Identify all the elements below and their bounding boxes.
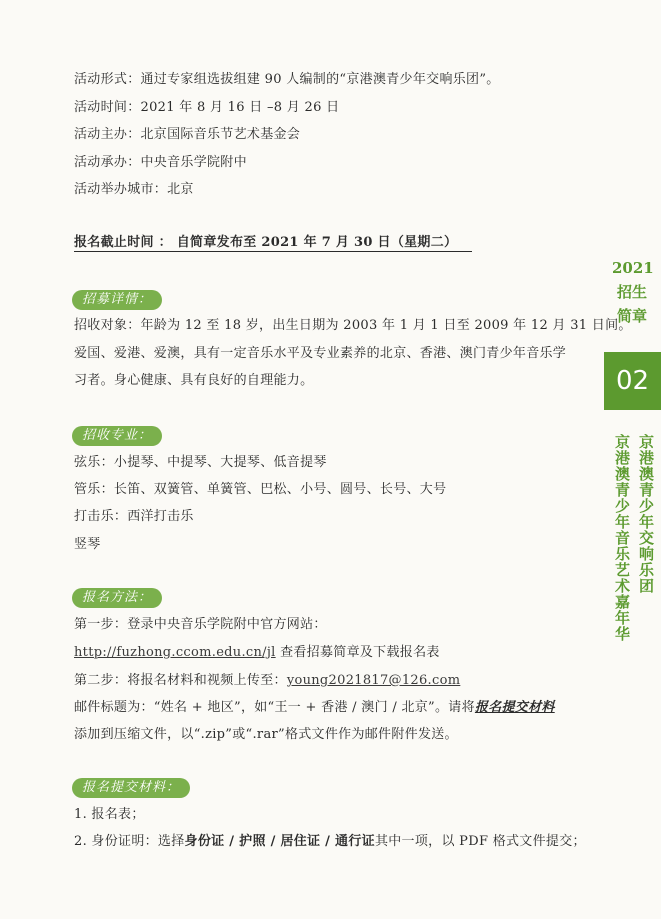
email-link[interactable]: young2021817@126.com	[286, 673, 461, 688]
email-subject-line	[74, 700, 555, 716]
recruit-line-3: 习者。身心健康、具有良好的自理能力。	[74, 373, 314, 388]
recruit-badge: 招募详情：	[72, 290, 162, 310]
materials-item-1: 1. 报名表；	[74, 807, 145, 822]
compress-line: 添加到压缩文件，以“.zip”或“.rar”格式文件作为邮件附件发送。	[74, 727, 458, 742]
materials-badge: 报名提交材料：	[72, 778, 190, 798]
activity-city: 活动举办城市：北京	[74, 182, 194, 197]
method-badge: 报名方法：	[72, 588, 162, 608]
side-col-right: 京港澳青少年交响乐团	[637, 434, 655, 594]
url-after-text: 查看招募简章及下载报名表	[275, 645, 440, 660]
materials-item-2	[74, 834, 586, 850]
deadline: 报名截止时间 ： 自简章发布至 2021 年 7 月 30 日（星期二）	[74, 235, 458, 250]
side-line-1: 招生	[616, 283, 647, 301]
method-step-1: 第一步：登录中央音乐学院附中官方网站：	[74, 617, 327, 632]
method-url-line	[74, 645, 440, 661]
side-col-left: 京港澳青少年音乐艺术嘉年华	[613, 434, 631, 642]
majors-harp: 竖琴	[74, 537, 101, 552]
website-link[interactable]: http://fuzhong.ccom.edu.cn/jl	[74, 645, 276, 660]
side-title	[612, 256, 652, 328]
deadline-underline	[74, 251, 472, 252]
recruit-line-1: 招收对象：年龄为 12 至 18 岁，出生日期为 2003 年 1 月 1 日至 2009 年 12 月 31 日间。	[74, 318, 632, 333]
subject-bold: 报名提交材料	[474, 700, 555, 715]
activity-form: 活动形式：通过专家组选拔组建 90 人编制的“京港澳青少年交响乐团”。	[74, 72, 500, 87]
side-year: 2021	[612, 259, 654, 277]
majors-percussion: 打击乐：西洋打击乐	[74, 509, 194, 524]
majors-winds: 管乐：长笛、双簧管、单簧管、巴松、小号、圆号、长号、大号	[74, 482, 447, 497]
activity-organizer: 活动承办：中央音乐学院附中	[74, 155, 247, 170]
page-number: 02	[604, 352, 661, 410]
activity-time: 活动时间：2021 年 8 月 16 日 –8 月 26 日	[74, 100, 340, 115]
step-2-text: 第二步：将报名材料和视频上传至：	[74, 673, 287, 688]
side-line-2: 简章	[616, 307, 647, 325]
recruit-line-2: 爱国、爱港、爱澳，具有一定音乐水平及专业素养的北京、香港、澳门青少年音乐学	[74, 346, 567, 361]
item-2-post: 其中一项，以 PDF 格式文件提交；	[374, 834, 586, 849]
item-2-pre: 2. 身份证明：选择	[74, 834, 185, 849]
majors-badge: 招收专业：	[72, 426, 162, 446]
subject-text: 邮件标题为：“姓名 + 地区”，如“王一 + 香港 / 澳门 / 北京”。请将	[74, 700, 475, 715]
item-2-bold: 身份证 / 护照 / 居住证 / 通行证	[184, 834, 375, 849]
majors-strings: 弦乐：小提琴、中提琴、大提琴、低音提琴	[74, 455, 327, 470]
method-step-2	[74, 673, 460, 689]
activity-host: 活动主办：北京国际音乐节艺术基金会	[74, 127, 301, 142]
